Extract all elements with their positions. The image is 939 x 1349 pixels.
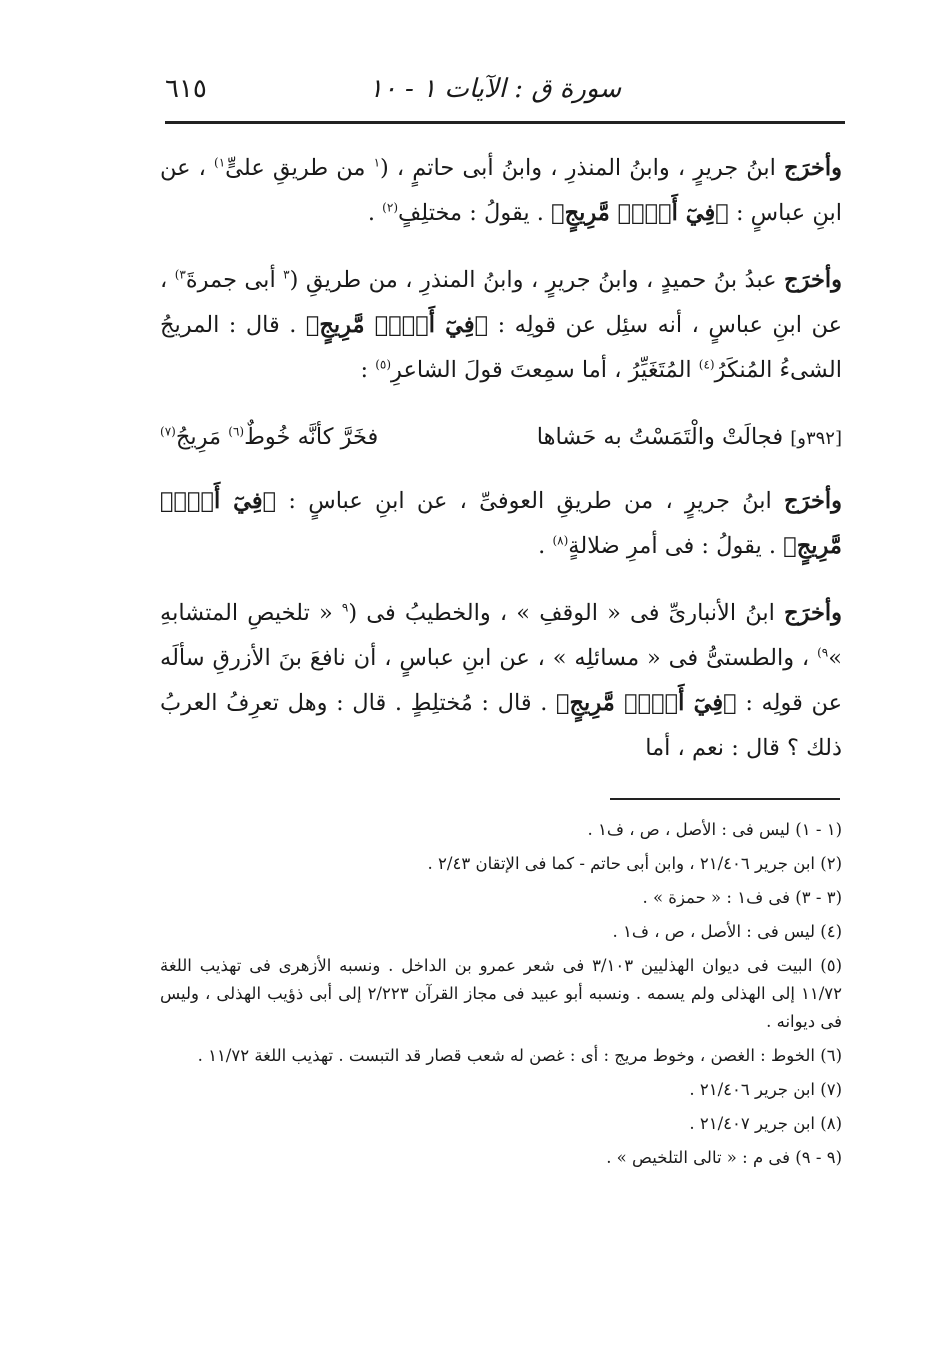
paragraph-text: عبدُ بنُ حميدٍ ، وابنُ جريرٍ ، وابنُ المنذرِ ، من طريقِ ( [289, 267, 777, 293]
paragraph-text: المُتَغَيِّرُ ، أما سمِعتَ قولَ الشاعرِ [391, 357, 692, 383]
footnote: (٤) ليس فى : الأصل ، ص ، ف١ . [612, 922, 842, 941]
paragraph-1 [160, 146, 842, 236]
paragraph-text: . يقولُ : فى أمرِ ضلالةٍ [568, 533, 777, 559]
footnote: (١ - ١) ليس فى : الأصل ، ص ، ف١ . [587, 820, 842, 839]
poetry-verse [160, 415, 842, 461]
note-marker: (٤) [698, 357, 715, 372]
paragraph-text: ، والطستىُّ فى « مسائلِه » ، عن ابنِ عباسٍ ، أن نافعَ بنَ الأزرقِ سألَه عن قولِه : [160, 645, 843, 716]
paragraph-lead: وأخرَج [784, 155, 843, 181]
note-marker: ٩) [817, 645, 829, 660]
footnote: (٦) الخوط : الغصن ، وخوط مريج : أى : غصن له شعب قصار قد التبست . تهذيب اللغة ١١/٧٢ . [197, 1046, 842, 1065]
paragraph-text: ابنُ جريرٍ ، وابنُ المنذرِ ، وابنُ أبى حاتمٍ ، ( [380, 155, 776, 181]
footnote: (٥) البيت فى ديوان الهذليين ٣/١٠٣ فى شعر عمرو بن الداخل . ونسبه الأزهرى فى تهذيب اللغة ١١/٧٢ إلى الهذلى ولم يسمه . ونسبه أبو عبيد فى مجاز القرآن ٢/٢٢٣ إلى أبى ذؤيب الهذلى ، وليس فى ديوانه . [160, 956, 842, 1031]
paragraph-text: . [538, 533, 546, 559]
footnote: (٧) ابن جرير ٢١/٤٠٦ . [689, 1080, 842, 1099]
note-marker: ١) [214, 155, 226, 170]
footnote: (٢) ابن جرير ٢١/٤٠٦ ، وابن أبى حاتم - كما فى الإتقان ٢/٤٣ . [427, 854, 842, 873]
quran-quote: ﴿فِيٓ أَمۡرٖ مَّرِيجٍ﴾ [551, 200, 729, 226]
quran-quote: ﴿فِيٓ أَمۡرٖ مَّرِيجٍ﴾ [305, 312, 489, 338]
paragraph-lead: وأخرَج [784, 267, 843, 293]
paragraph-2 [160, 258, 842, 393]
paragraph-text: : [360, 357, 369, 383]
main-text [160, 146, 842, 793]
note-marker: (٦) [228, 424, 245, 439]
paragraph-text: ، عن ابنِ عباسٍ ، أنه سئِل عن قولِه : [160, 267, 842, 338]
footnote-rule [610, 798, 840, 800]
page-number: ٦١٥ [165, 74, 207, 104]
quran-quote: ﴿فِيٓ أَمۡرٖ مَّرِيجٍ﴾ [160, 488, 842, 559]
running-title: سورة ق : الآيات ١ - ١٠ [368, 74, 622, 104]
note-marker: (٢) [382, 200, 398, 215]
paragraph-text: . قال : المريجُ الشىءُ المُنكَرُ [160, 312, 842, 383]
footnote: (٩ - ٩) فى م : « تالى التلخيص » . [606, 1148, 842, 1167]
paragraph-text: ابنُ الأنبارىِّ فى « الوقفِ » ، والخطيبُ فى ( [348, 600, 775, 626]
paragraph-text: . [367, 200, 376, 226]
paragraph-text: . قال : مُختلِطٍ . قال : وهل تعرِفُ العربُ ذلك ؟ قال : نعم ، أما [160, 690, 842, 761]
running-header [165, 70, 845, 110]
note-marker: ٣) [174, 267, 186, 282]
paragraph-3 [160, 479, 842, 569]
verse-first-hemistich [537, 415, 842, 461]
note-marker: (٨) [552, 533, 569, 548]
verse-second-hemistich [160, 415, 378, 460]
paragraph-text: ، عن ابنِ عباسٍ : [160, 155, 842, 226]
verse-text: فجالَتْ والْتَمَسْتُ به حَشاها [536, 424, 784, 450]
quran-quote: ﴿فِيٓ أَمۡرٖ مَّرِيجٍ﴾ [556, 690, 737, 716]
paragraph-text: ابنُ جريرٍ ، من طريقِ العوفىِّ ، عن ابنِ عباسٍ : [288, 488, 772, 514]
note-marker: (٥) [375, 357, 392, 372]
paragraph-text: أبى جمرةَ [185, 267, 276, 293]
paragraph-text: من طريقِ علىٍّ [225, 155, 366, 181]
paragraph-lead: وأخرَج [784, 600, 842, 626]
footnotes [160, 816, 842, 1178]
footnote: (٨) ابن جرير ٢١/٤٠٧ . [689, 1114, 842, 1133]
paragraph-lead: وأخرَج [784, 488, 843, 514]
manuscript-folio-ref: [٣٩٢و] [790, 428, 842, 449]
footnote: (٣ - ٣) فى ف١ : « حمزة » . [642, 888, 842, 907]
note-marker: (٧) [160, 424, 176, 439]
paragraph-text: « تلخيصِ المتشابهِ » [160, 600, 842, 671]
paragraph-4 [160, 591, 842, 771]
note-marker: ١ [373, 155, 381, 170]
paragraph-text: . يقولُ : مختلِفٍ [398, 200, 544, 226]
note-marker: ٣ [283, 267, 290, 282]
note-marker: ٩ [341, 600, 349, 615]
verse-text: فخَرَّ كأنَّه خُوطٌ [244, 424, 379, 450]
header-rule [165, 121, 845, 124]
verse-text: مَرِيجُ [175, 424, 222, 450]
